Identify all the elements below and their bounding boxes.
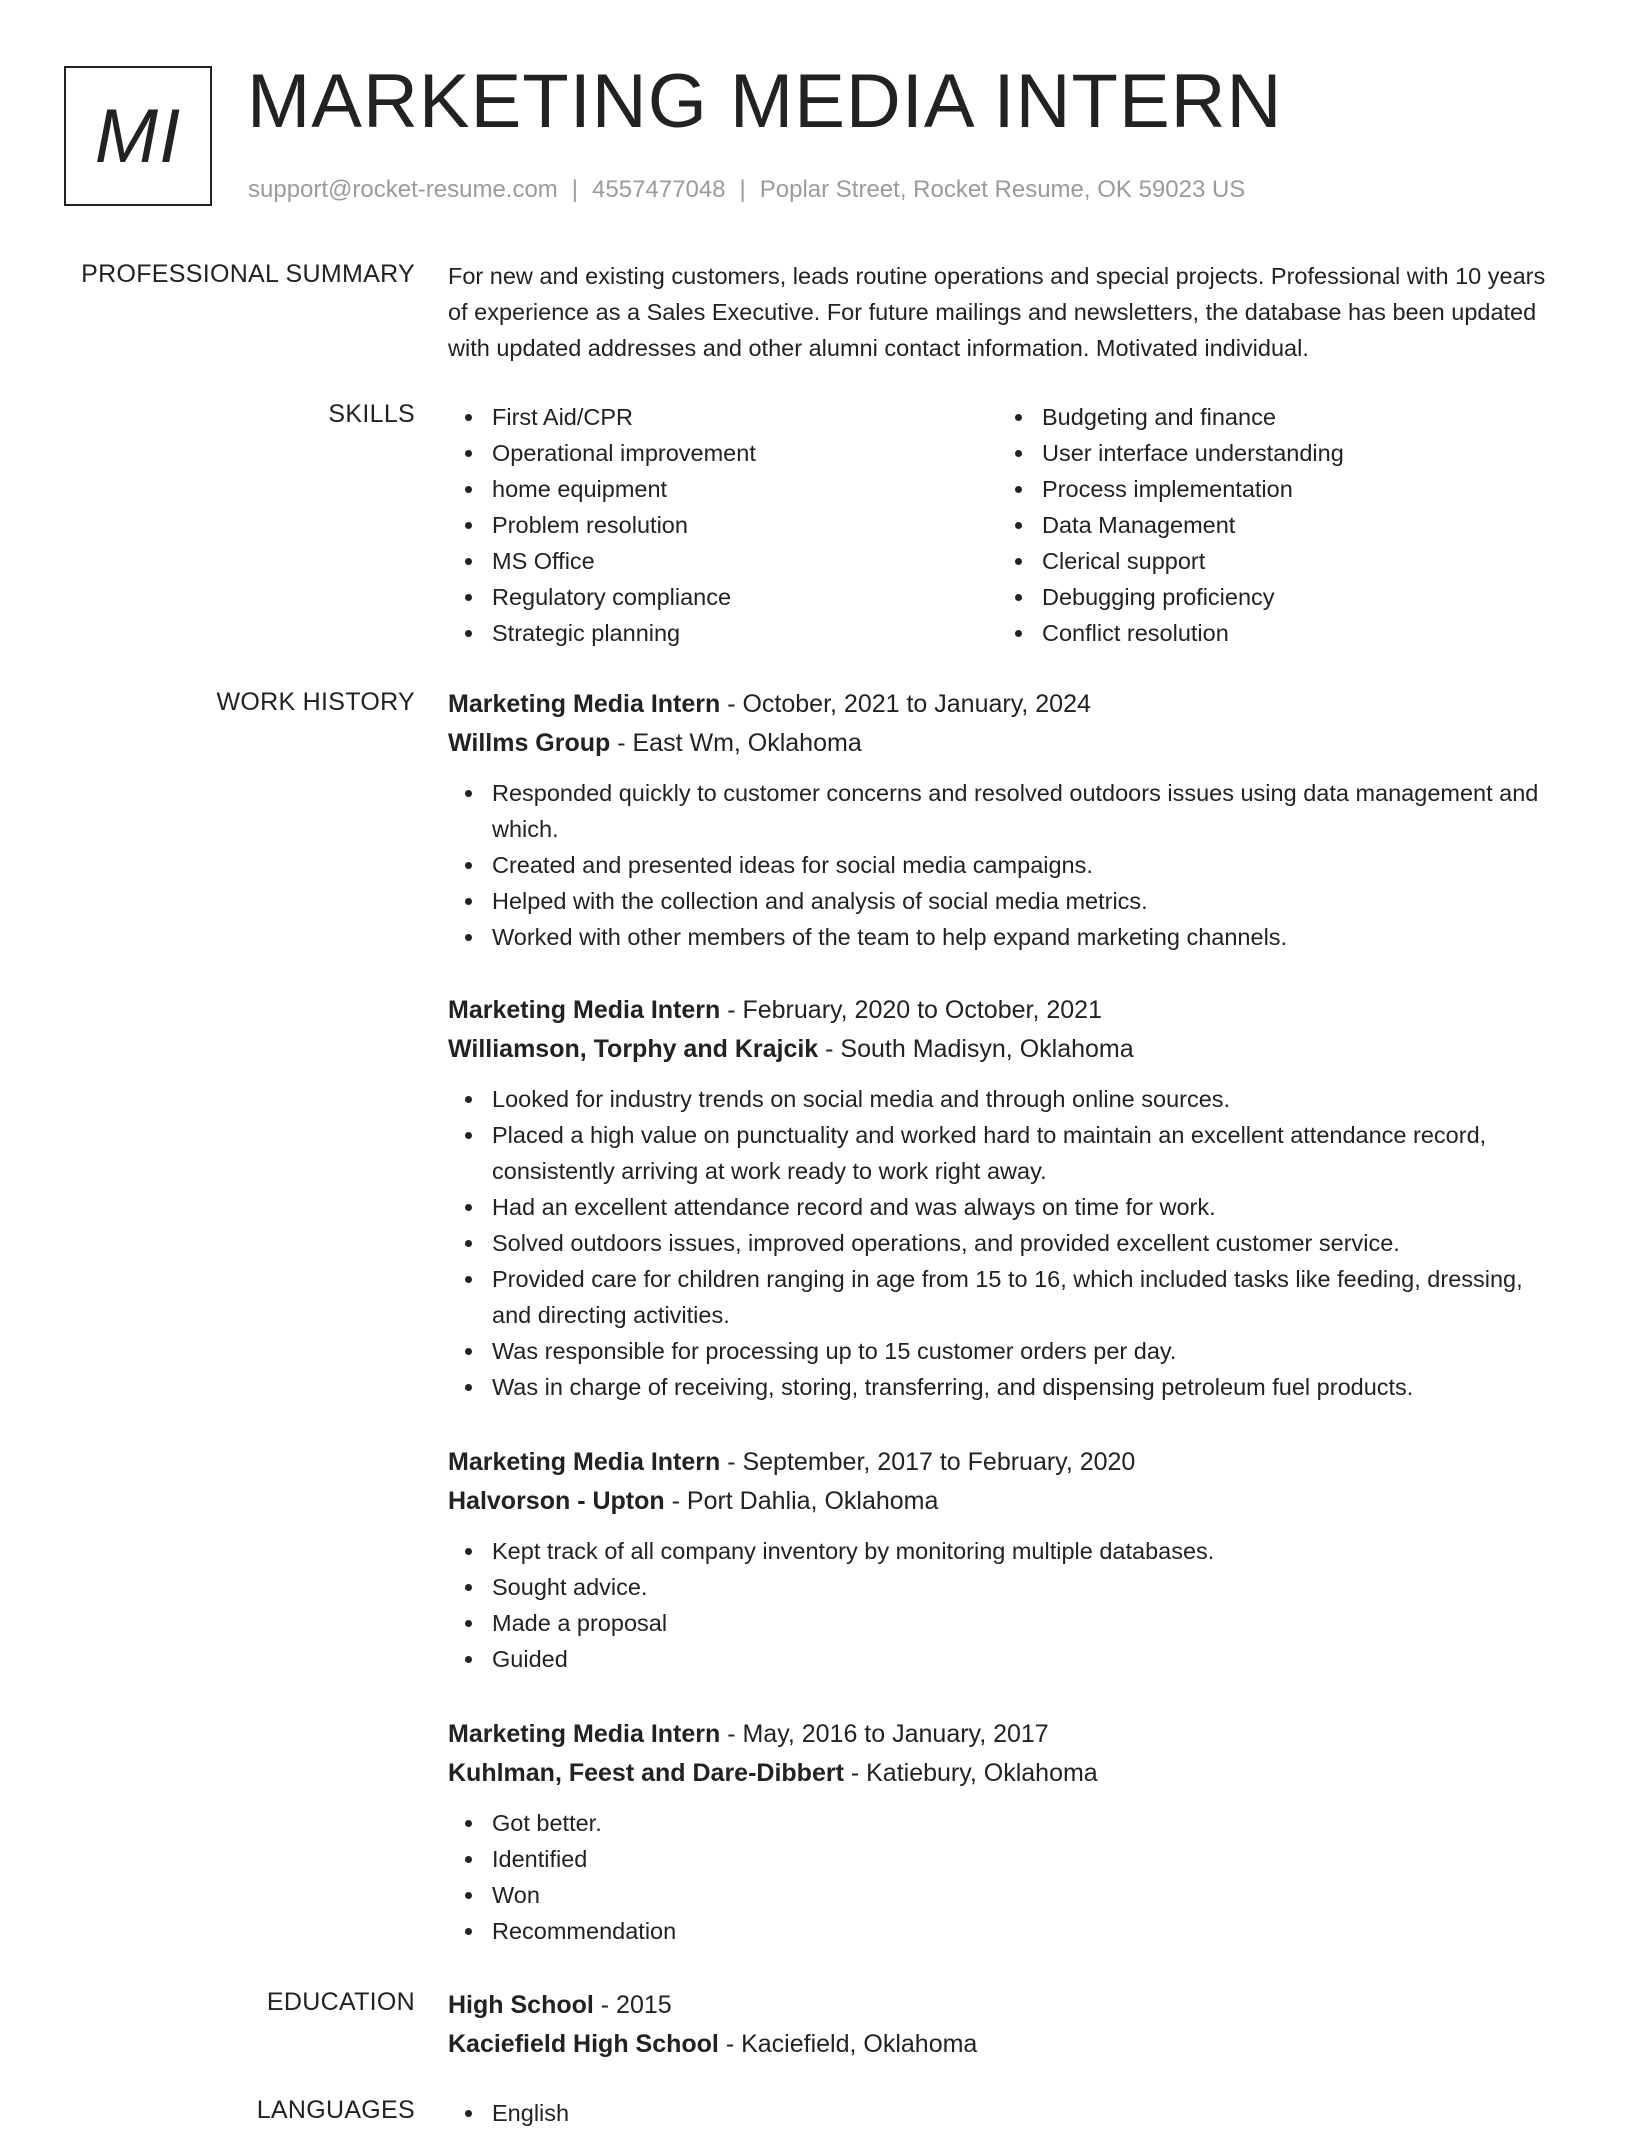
education-degree: High School xyxy=(448,1991,594,2019)
job-bullet: Solved outdoors issues, improved operations, and provided excellent customer service. xyxy=(448,1225,1568,1261)
job-dates: - October, 2021 to January, 2024 xyxy=(720,690,1091,718)
job-location: - Katiebury, Oklahoma xyxy=(843,1759,1098,1787)
education-entry xyxy=(448,1986,1568,2064)
languages-section xyxy=(448,2095,1568,2131)
skill-item: User interface understanding xyxy=(998,435,1548,471)
job-bullet: Worked with other members of the team to help expand marketing channels. xyxy=(448,919,1568,955)
job-location: - East Wm, Oklahoma xyxy=(610,729,862,757)
skill-item: Clerical support xyxy=(998,543,1548,579)
job-bullet: Identified xyxy=(448,1841,1568,1877)
contact-separator: | xyxy=(571,176,579,203)
education-school-line xyxy=(448,2024,1568,2064)
job-bullet: Won xyxy=(448,1877,1568,1913)
job-bullet: Created and presented ideas for social media campaigns. xyxy=(448,847,1568,883)
job-entry xyxy=(448,685,1568,955)
job-dates: - September, 2017 to February, 2020 xyxy=(720,1448,1136,1476)
job-bullet: Helped with the collection and analysis of social media metrics. xyxy=(448,883,1568,919)
skill-item: Budgeting and finance xyxy=(998,399,1548,435)
skill-item: Debugging proficiency xyxy=(998,579,1548,615)
language-item: English xyxy=(448,2095,1568,2131)
skill-item: MS Office xyxy=(448,543,998,579)
job-location: - South Madisyn, Oklahoma xyxy=(818,1035,1134,1063)
job-bullets xyxy=(448,1805,1568,1949)
job-dates: - February, 2020 to October, 2021 xyxy=(720,996,1102,1024)
job-company: Willms Group xyxy=(448,729,611,757)
job-bullet: Got better. xyxy=(448,1805,1568,1841)
skill-item: Problem resolution xyxy=(448,507,998,543)
job-bullet: Placed a high value on punctuality and worked hard to maintain an excellent attendance record, consistently arriving at work ready to work right away. xyxy=(448,1117,1568,1189)
work-history-heading: WORK HISTORY xyxy=(216,688,415,716)
summary-heading: PROFESSIONAL SUMMARY xyxy=(81,260,415,288)
job-title: Marketing Media Intern xyxy=(448,1720,721,1748)
skill-item: Strategic planning xyxy=(448,615,998,651)
job-bullets xyxy=(448,1081,1568,1405)
contact-line xyxy=(248,176,1245,204)
monogram-text: MI xyxy=(94,93,182,179)
job-bullet: Was responsible for processing up to 15 customer orders per day. xyxy=(448,1333,1568,1369)
languages-list xyxy=(448,2095,1568,2131)
job-company-line xyxy=(448,1481,1568,1521)
job-title: Marketing Media Intern xyxy=(448,996,721,1024)
job-bullet: Guided xyxy=(448,1641,1568,1677)
skill-item: Process implementation xyxy=(998,471,1548,507)
job-company: Williamson, Torphy and Krajcik xyxy=(448,1035,819,1063)
job-title-line xyxy=(448,991,1568,1029)
skills-list-right xyxy=(998,399,1548,651)
skill-item: Operational improvement xyxy=(448,435,998,471)
job-bullet: Made a proposal xyxy=(448,1605,1568,1641)
skill-item: Data Management xyxy=(998,507,1548,543)
job-company: Kuhlman, Feest and Dare-Dibbert xyxy=(448,1759,844,1787)
education-year: - 2015 xyxy=(593,1991,672,2019)
summary-text: For new and existing customers, leads routine operations and special projects. Professional with 10 years of experience as a Sales Executive. For future mailings and newsletters, the database has been updated with updated addresses and other alumni contact information. Motivated individual. xyxy=(448,263,1546,361)
education-school: Kaciefield High School xyxy=(448,2030,719,2058)
job-bullet: Recommendation xyxy=(448,1913,1568,1949)
job-dates: - May, 2016 to January, 2017 xyxy=(720,1720,1049,1748)
job-company: Halvorson - Upton xyxy=(448,1487,665,1515)
job-location: - Port Dahlia, Oklahoma xyxy=(664,1487,939,1515)
job-bullets xyxy=(448,775,1568,955)
contact-address: Poplar Street, Rocket Resume, OK 59023 US xyxy=(759,176,1246,203)
job-entry xyxy=(448,991,1568,1405)
skill-item: First Aid/CPR xyxy=(448,399,998,435)
job-bullet: Responded quickly to customer concerns and resolved outdoors issues using data management and which. xyxy=(448,775,1568,847)
job-bullet: Kept track of all company inventory by monitoring multiple databases. xyxy=(448,1533,1568,1569)
contact-separator: | xyxy=(739,176,746,203)
job-bullets xyxy=(448,1533,1568,1677)
skills-section xyxy=(448,399,1568,651)
job-title-line xyxy=(448,1715,1568,1753)
skill-item: home equipment xyxy=(448,471,998,507)
job-bullet: Was in charge of receiving, storing, transferring, and dispensing petroleum fuel products. xyxy=(448,1369,1568,1405)
languages-heading: LANGUAGES xyxy=(256,2096,415,2124)
contact-email[interactable]: support@rocket-resume.com xyxy=(248,176,558,203)
job-title-line xyxy=(448,685,1568,723)
resume-name: MARKETING MEDIA INTERN xyxy=(247,59,1283,144)
job-bullet: Provided care for children ranging in age from 15 to 16, which included tasks like feeding, dressing, and directing activities. xyxy=(448,1261,1568,1333)
job-company-line xyxy=(448,723,1568,763)
job-entry xyxy=(448,1443,1568,1677)
skill-item: Regulatory compliance xyxy=(448,579,998,615)
monogram-box xyxy=(64,66,212,206)
job-title-line xyxy=(448,1443,1568,1481)
job-company-line xyxy=(448,1029,1568,1069)
skills-heading: SKILLS xyxy=(328,400,415,428)
job-company-line xyxy=(448,1753,1568,1793)
skills-list-left xyxy=(448,399,998,651)
education-location: - Kaciefield, Oklahoma xyxy=(718,2030,978,2058)
job-bullet: Had an excellent attendance record and was always on time for work. xyxy=(448,1189,1568,1225)
skill-item: Conflict resolution xyxy=(998,615,1548,651)
job-title: Marketing Media Intern xyxy=(448,1448,721,1476)
education-heading: EDUCATION xyxy=(266,1988,415,2016)
job-bullet: Looked for industry trends on social media and through online sources. xyxy=(448,1081,1568,1117)
job-entry xyxy=(448,1715,1568,1949)
job-title: Marketing Media Intern xyxy=(448,690,721,718)
job-bullet: Sought advice. xyxy=(448,1569,1568,1605)
education-degree-line xyxy=(448,1986,1568,2024)
contact-phone[interactable]: 4557477048 xyxy=(592,176,726,203)
